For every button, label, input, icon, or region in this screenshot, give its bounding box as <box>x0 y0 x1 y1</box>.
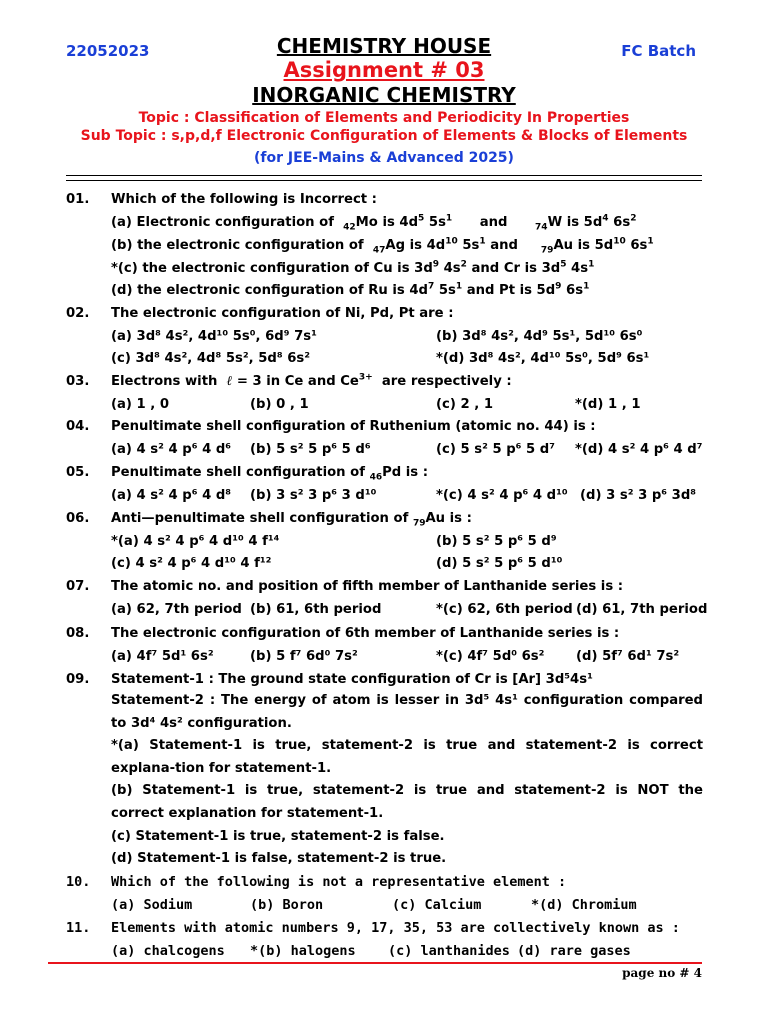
option-d: *(d) 1 , 1 <box>575 397 641 412</box>
question-number: 02. <box>66 306 90 321</box>
subtopic-line: Sub Topic : s,p,d,f Electronic Configuration of Elements & Blocks of Elements <box>80 128 688 144</box>
batch-label: FC Batch <box>621 42 696 60</box>
option-b: (b) 3d⁸ 4s², 4d⁹ 5s¹, 5d¹⁰ 6s⁰ <box>436 329 643 344</box>
statement-2: Statement-2 : The energy of atom is lesser in 3d⁵ 4s¹ configuration compared to 3d⁴ 4s² configuration. <box>111 693 703 731</box>
option-c: (c) 5 s² 5 p⁶ 5 d⁷ <box>436 442 556 457</box>
page-number: page no # 4 <box>622 966 702 980</box>
option-d: (d) 5f⁷ 6d¹ 7s² <box>576 649 680 664</box>
option-b: (b) 3 s² 3 p⁶ 3 d¹⁰ <box>250 488 377 503</box>
option-a: *(a) Statement-1 is true, statement-2 is true and statement-2 is correct explana-tion for statement-1. <box>111 738 703 776</box>
option-d: *(d) 3d⁸ 4s², 4d¹⁰ 5s⁰, 5d⁹ 6s¹ <box>436 351 650 366</box>
exam-line: (for JEE-Mains & Advanced 2025) <box>254 150 514 166</box>
topic-line: Topic : Classification of Elements and Periodicity In Properties <box>138 110 630 126</box>
option-a: (a) 4f⁷ 5d¹ 6s² <box>111 649 214 664</box>
option-a: (a) Electronic configuration of $_{42}$Mo is $4d^5$ $5s^1$ and $_{74}$W is $5d^4$ $6s^2$ <box>111 213 637 233</box>
option-a: (a) chalcogens <box>111 943 225 959</box>
question-number: 05. <box>66 465 90 480</box>
option-a: (a) 4 s² 4 p⁶ 4 d⁸ <box>111 488 232 503</box>
question-number: 09. <box>66 672 90 687</box>
option-c: (c) Calcium <box>392 897 482 913</box>
question-text: Electrons with ℓ = 3 in Ce and $Ce^{3+}$ are respectively : <box>111 372 512 389</box>
subject-title: INORGANIC CHEMISTRY <box>252 83 516 107</box>
option-a: (a) 1 , 0 <box>111 397 170 412</box>
question-text: Anti—penultimate shell configuration of $_{79}$Au is : <box>111 511 472 529</box>
option-a: *(a) 4 s² 4 p⁶ 4 d¹⁰ 4 f¹⁴ <box>111 534 280 549</box>
option-a: (a) Sodium <box>111 897 193 913</box>
question-text: The atomic no. and position of fifth member of Lanthanide series is : <box>111 579 624 594</box>
option-c: (c) Statement-1 is true, statement-2 is false. <box>111 829 445 844</box>
option-b: (b) 5 s² 5 p⁶ 5 d⁹ <box>436 534 557 549</box>
assignment-title: Assignment # 03 <box>283 58 485 82</box>
question-number: 11. <box>66 920 91 936</box>
question-text: Which of the following is Incorrect : <box>111 192 377 207</box>
question-number: 07. <box>66 579 90 594</box>
option-b: (b) 5 s² 5 p⁶ 5 d⁶ <box>250 442 371 457</box>
question-text: Penultimate shell configuration of Ruthenium (atomic no. 44) is : <box>111 419 596 434</box>
option-c: (c) 2 , 1 <box>436 397 494 412</box>
option-c: *(c) 62, 6th period <box>436 602 573 617</box>
question-number: 10. <box>66 874 91 890</box>
option-a: (a) 3d⁸ 4s², 4d¹⁰ 5s⁰, 6d⁹ 7s¹ <box>111 329 317 344</box>
question-number: 04. <box>66 419 90 434</box>
date-code: 22052023 <box>66 42 150 60</box>
question-text: Elements with atomic numbers 9, 17, 35, 53 are collectively known as : <box>111 920 680 936</box>
option-d: *(d) Chromium <box>531 897 637 913</box>
question-number: 03. <box>66 374 90 389</box>
statement-1: Statement-1 : The ground state configuration of Cr is [Ar] 3d⁵4s¹ <box>111 672 593 687</box>
option-d: (d) 3 s² 3 p⁶ 3d⁸ <box>580 488 697 503</box>
question-text: Which of the following is not a representative element : <box>111 874 567 890</box>
option-a: (a) 62, 7th period <box>111 602 242 617</box>
option-c: (c) 3d⁸ 4s², 4d⁸ 5s², 5d⁸ 6s² <box>111 351 311 366</box>
question-text: Penultimate shell configuration of $_{46}$Pd is : <box>111 465 429 483</box>
option-c: *(c) the electronic configuration of Cu is $3d^9$ $4s^2$ and Cr is $3d^5$ $4s^1$ <box>111 259 595 276</box>
question-number: 06. <box>66 511 90 526</box>
question-text: The electronic configuration of Ni, Pd, Pt are : <box>111 306 454 321</box>
option-d: (d) rare gases <box>517 943 631 959</box>
option-d: (d) 5 s² 5 p⁶ 5 d¹⁰ <box>436 556 563 571</box>
question-number: 08. <box>66 626 90 641</box>
footer-divider <box>48 962 702 964</box>
header-divider <box>66 175 702 181</box>
option-b: (b) 61, 6th period <box>250 602 382 617</box>
option-b: *(b) halogens <box>250 943 356 959</box>
option-c: (c) 4 s² 4 p⁶ 4 d¹⁰ 4 f¹² <box>111 556 272 571</box>
institute-title: CHEMISTRY HOUSE <box>276 34 492 58</box>
option-c: *(c) 4 s² 4 p⁶ 4 d¹⁰ <box>436 488 568 503</box>
question-text: The electronic configuration of 6th member of Lanthanide series is : <box>111 626 620 641</box>
option-b: (b) Statement-1 is true, statement-2 is true and statement-2 is NOT the correct explanation for statement-1. <box>111 783 703 821</box>
option-c: *(c) 4f⁷ 5d⁰ 6s² <box>436 649 545 664</box>
option-b: (b) Boron <box>250 897 324 913</box>
option-b: (b) 0 , 1 <box>250 397 309 412</box>
option-d: *(d) 4 s² 4 p⁶ 4 d⁷ <box>575 442 703 457</box>
option-d: (d) Statement-1 is false, statement-2 is true. <box>111 851 447 866</box>
option-b: (b) 5 f⁷ 6d⁰ 7s² <box>250 649 358 664</box>
question-number: 01. <box>66 192 90 207</box>
option-d: (d) the electronic configuration of Ru is $4d^7$ $5s^1$ and Pt is $5d^9$ $6s^1$ <box>111 281 590 298</box>
option-d: (d) 61, 7th period <box>576 602 708 617</box>
option-c: (c) lanthanides <box>388 943 510 959</box>
option-a: (a) 4 s² 4 p⁶ 4 d⁶ <box>111 442 232 457</box>
option-b: (b) the electronic configuration of $_{47}$Ag is $4d^{10}$ $5s^1$ and $_{79}$Au is $5d^{10}$ $6s^1$ <box>111 236 654 256</box>
